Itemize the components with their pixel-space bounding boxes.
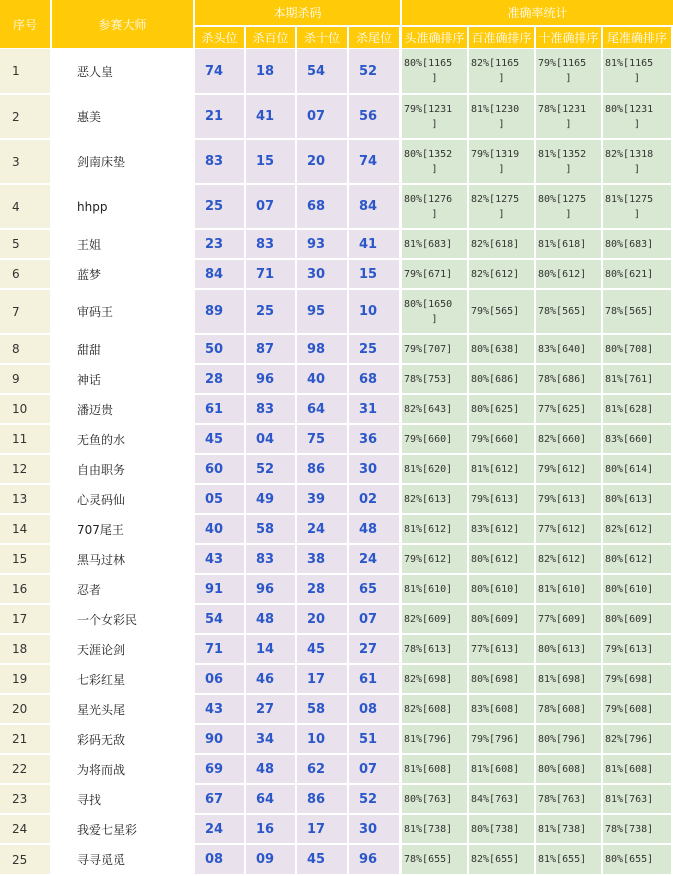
row-index: 25 [0,845,50,874]
kill-value: 52 [349,49,399,93]
accuracy-value-line: 80%[1231 [605,103,654,115]
row-index: 14 [0,515,50,543]
accuracy-value: 83%[612] [469,515,534,543]
accuracy-value: 82%[609] [402,605,467,633]
row-master-name: 甜甜 [52,335,193,363]
accuracy-value: 79%[565] [469,290,534,333]
kill-value: 56 [349,95,399,138]
accuracy-value: 77%[612] [536,515,601,543]
kill-value: 08 [195,845,244,874]
accuracy-value: 80%[612] [536,260,601,288]
kill-value: 50 [195,335,244,363]
accuracy-value [469,185,534,228]
row-master-name: 七彩红星 [52,665,193,693]
row-index: 21 [0,725,50,753]
kill-value: 30 [297,260,347,288]
accuracy-value: 78%[655] [402,845,467,874]
kill-value: 36 [349,425,399,453]
row-index: 7 [0,290,50,333]
accuracy-value: 81%[761] [603,365,671,393]
accuracy-value-line: 82%[1318 [605,148,654,160]
kill-value: 41 [349,230,399,258]
row-index: 8 [0,335,50,363]
accuracy-value-line: 80%[1276 [404,193,453,205]
row-master-name: 无鱼的水 [52,425,193,453]
kill-value: 07 [297,95,347,138]
kill-value: 83 [246,395,295,423]
kill-value: 52 [349,785,399,813]
kill-value: 38 [297,545,347,573]
row-index: 4 [0,185,50,228]
row-index: 6 [0,260,50,288]
kill-value: 54 [297,49,347,93]
kill-value: 39 [297,485,347,513]
accuracy-value: 82%[618] [469,230,534,258]
accuracy-value: 80%[686] [469,365,534,393]
kill-value: 20 [297,140,347,183]
row-master-name: 恶人皇 [52,49,193,93]
row-master-name: 心灵码仙 [52,485,193,513]
kill-value: 27 [246,695,295,723]
row-index: 20 [0,695,50,723]
accuracy-value: 80%[614] [603,455,671,483]
accuracy-value-line: ] [565,73,572,84]
accuracy-value: 79%[613] [469,485,534,513]
row-index: 18 [0,635,50,663]
accuracy-value [402,185,467,228]
accuracy-value: 84%[763] [469,785,534,813]
kill-value: 74 [349,140,399,183]
row-index: 1 [0,49,50,93]
accuracy-value: 78%[686] [536,365,601,393]
accuracy-value [469,49,534,93]
row-master-name: 寻寻觅觅 [52,845,193,874]
header-kill-col: 杀尾位 [349,27,399,48]
header-acc-col: 十准确排序 [536,27,601,48]
accuracy-value: 83%[660] [603,425,671,453]
row-index: 23 [0,785,50,813]
row-index: 11 [0,425,50,453]
accuracy-value-line: 82%[1275 [471,193,520,205]
accuracy-value [469,140,534,183]
accuracy-value-line: 79%[1165 [538,58,587,69]
kill-value: 15 [349,260,399,288]
kill-value: 10 [297,725,347,753]
row-index: 13 [0,485,50,513]
accuracy-value [536,95,601,138]
accuracy-value: 80%[683] [603,230,671,258]
accuracy-value: 78%[763] [536,785,601,813]
kill-value: 05 [195,485,244,513]
accuracy-value: 80%[698] [469,665,534,693]
kill-value: 25 [246,290,295,333]
accuracy-value: 79%[660] [469,425,534,453]
accuracy-value: 79%[613] [603,635,671,663]
accuracy-value: 80%[796] [536,725,601,753]
kill-value: 98 [297,335,347,363]
kill-value: 49 [246,485,295,513]
accuracy-value: 81%[620] [402,455,467,483]
accuracy-value: 81%[796] [402,725,467,753]
kill-value: 65 [349,575,399,603]
kill-value: 20 [297,605,347,633]
kill-value: 64 [246,785,295,813]
accuracy-value: 82%[608] [402,695,467,723]
accuracy-value: 80%[655] [603,845,671,874]
kill-value: 69 [195,755,244,783]
accuracy-value: 80%[610] [603,575,671,603]
kill-value: 58 [297,695,347,723]
kill-value: 68 [297,185,347,228]
accuracy-value-line: ] [633,73,641,84]
accuracy-value [402,49,467,93]
header-acc-col: 百准确排序 [469,27,534,48]
accuracy-value: 79%[796] [469,725,534,753]
accuracy-value: 81%[738] [402,815,467,843]
kill-value: 18 [246,49,295,93]
accuracy-value: 81%[608] [469,755,534,783]
accuracy-value: 79%[698] [603,665,671,693]
accuracy-value: 77%[625] [536,395,601,423]
kill-value: 86 [297,785,347,813]
kill-value: 27 [349,635,399,663]
accuracy-value-line: 79%[1231 [404,103,453,115]
kill-value: 31 [349,395,399,423]
accuracy-value: 82%[612] [469,260,534,288]
accuracy-value-line: ] [431,163,438,175]
header-kill-col: 杀十位 [297,27,347,48]
kill-value: 95 [297,290,347,333]
row-index: 2 [0,95,50,138]
accuracy-value-line: ] [633,163,641,175]
kill-value: 75 [297,425,347,453]
kill-value: 08 [349,695,399,723]
accuracy-value: 82%[698] [402,665,467,693]
kill-value: 23 [195,230,244,258]
accuracy-value: 81%[610] [536,575,601,603]
accuracy-value-line: ] [498,73,505,84]
kill-value: 51 [349,725,399,753]
kill-value: 83 [246,545,295,573]
accuracy-value: 80%[738] [469,815,534,843]
accuracy-value: 77%[613] [469,635,534,663]
row-master-name: 707尾王 [52,515,193,543]
accuracy-value: 82%[796] [603,725,671,753]
kill-value: 48 [246,605,295,633]
kill-value: 61 [195,395,244,423]
kill-value: 07 [349,755,399,783]
accuracy-value: 79%[612] [536,455,601,483]
kill-value: 07 [246,185,295,228]
accuracy-value-line: ] [565,118,572,130]
accuracy-value: 81%[628] [603,395,671,423]
accuracy-value: 81%[655] [536,845,601,874]
row-master-name: 神话 [52,365,193,393]
kill-value: 30 [349,455,399,483]
kill-value: 84 [195,260,244,288]
kill-value: 46 [246,665,295,693]
row-master-name: 蓝梦 [52,260,193,288]
kill-value: 64 [297,395,347,423]
accuracy-value-line: 78%[1231 [538,103,587,115]
kill-value: 24 [195,815,244,843]
accuracy-value: 82%[612] [603,515,671,543]
header-kill-col: 杀百位 [246,27,295,48]
kill-value: 83 [195,140,244,183]
kill-value: 90 [195,725,244,753]
accuracy-value-line: 80%[1650 [404,298,453,310]
accuracy-value: 80%[621] [603,260,671,288]
row-master-name: 忍者 [52,575,193,603]
kill-value: 84 [349,185,399,228]
row-index: 9 [0,365,50,393]
accuracy-value-line: ] [565,208,572,220]
kill-value: 15 [246,140,295,183]
accuracy-value [402,290,467,333]
accuracy-value: 80%[613] [603,485,671,513]
accuracy-value: 80%[625] [469,395,534,423]
row-index: 3 [0,140,50,183]
kill-value: 10 [349,290,399,333]
kill-value: 96 [246,575,295,603]
row-master-name: 彩码无敌 [52,725,193,753]
accuracy-value: 80%[708] [603,335,671,363]
kill-value: 17 [297,815,347,843]
accuracy-value: 81%[612] [402,515,467,543]
kill-value: 28 [195,365,244,393]
accuracy-value: 80%[609] [469,605,534,633]
accuracy-value [536,140,601,183]
accuracy-value [402,140,467,183]
kill-value: 21 [195,95,244,138]
accuracy-value: 82%[643] [402,395,467,423]
accuracy-value-line: 80%[1352 [404,148,453,160]
accuracy-value: 79%[671] [402,260,467,288]
header-master: 参赛大师 [52,0,193,48]
accuracy-value-line: ] [633,118,641,130]
row-master-name: 寻找 [52,785,193,813]
row-master-name: 天涯论剑 [52,635,193,663]
kill-value: 61 [349,665,399,693]
accuracy-value-line: ] [633,208,641,220]
kill-value: 02 [349,485,399,513]
accuracy-value: 80%[613] [536,635,601,663]
row-master-name: 潘迈贵 [52,395,193,423]
kill-value: 52 [246,455,295,483]
kill-value: 14 [246,635,295,663]
kill-value: 09 [246,845,295,874]
kill-value: 74 [195,49,244,93]
row-master-name: 我爱七星彩 [52,815,193,843]
accuracy-value: 79%[660] [402,425,467,453]
kill-value: 62 [297,755,347,783]
row-index: 17 [0,605,50,633]
kill-value: 25 [195,185,244,228]
row-index: 5 [0,230,50,258]
accuracy-value [603,140,671,183]
accuracy-value: 81%[618] [536,230,601,258]
kill-value: 58 [246,515,295,543]
accuracy-value: 81%[698] [536,665,601,693]
accuracy-value: 81%[610] [402,575,467,603]
kill-value: 87 [246,335,295,363]
header-acc-col: 尾准确排序 [603,27,671,48]
kill-value: 24 [349,545,399,573]
header-current-kill: 本期杀码 [195,0,400,25]
kill-value: 30 [349,815,399,843]
accuracy-value: 79%[608] [603,695,671,723]
accuracy-value-line: ] [498,208,505,220]
row-master-name: 审码王 [52,290,193,333]
accuracy-value: 81%[608] [603,755,671,783]
accuracy-value: 78%[565] [603,290,671,333]
accuracy-value [603,95,671,138]
accuracy-value: 78%[608] [536,695,601,723]
accuracy-value-line: 81%[1275 [605,193,654,205]
row-master-name: 剑南床垫 [52,140,193,183]
header-acc-col: 头准确排序 [402,27,467,48]
kill-value: 89 [195,290,244,333]
row-master-name: 王姐 [52,230,193,258]
kill-value: 71 [246,260,295,288]
row-master-name: hhpp [52,185,193,228]
kill-value: 04 [246,425,295,453]
accuracy-value [469,95,534,138]
header-accuracy: 准确率统计 [402,0,673,25]
accuracy-value-line: 80%[1275 [538,193,587,205]
kill-value: 40 [195,515,244,543]
accuracy-value: 80%[763] [402,785,467,813]
kill-value: 41 [246,95,295,138]
header-kill-col: 杀头位 [195,27,244,48]
accuracy-value: 82%[660] [536,425,601,453]
accuracy-value: 80%[638] [469,335,534,363]
accuracy-value-line: 81%[1165 [605,58,654,69]
accuracy-value: 82%[655] [469,845,534,874]
accuracy-value-line: 80%[1165 [404,58,453,69]
accuracy-value: 78%[565] [536,290,601,333]
accuracy-value: 78%[613] [402,635,467,663]
row-master-name: 黑马过林 [52,545,193,573]
accuracy-value: 78%[738] [603,815,671,843]
accuracy-value-line: ] [431,313,438,325]
accuracy-value: 80%[609] [603,605,671,633]
kill-value: 60 [195,455,244,483]
kill-value: 40 [297,365,347,393]
row-index: 24 [0,815,50,843]
accuracy-value-line: 82%[1165 [471,58,520,69]
kill-value: 28 [297,575,347,603]
kill-value: 67 [195,785,244,813]
accuracy-value-line: ] [498,118,505,130]
row-master-name: 星光头尾 [52,695,193,723]
accuracy-value: 77%[609] [536,605,601,633]
accuracy-value: 79%[612] [402,545,467,573]
kill-value: 96 [246,365,295,393]
accuracy-value: 81%[763] [603,785,671,813]
row-index: 10 [0,395,50,423]
row-master-name: 为将而战 [52,755,193,783]
row-index: 16 [0,575,50,603]
row-index: 15 [0,545,50,573]
kill-value: 34 [246,725,295,753]
kill-value: 24 [297,515,347,543]
accuracy-value: 79%[707] [402,335,467,363]
kill-value: 86 [297,455,347,483]
kill-value: 54 [195,605,244,633]
kill-value: 45 [195,425,244,453]
accuracy-value [536,185,601,228]
kill-value: 71 [195,635,244,663]
accuracy-value [536,49,601,93]
kill-value: 43 [195,695,244,723]
kill-value: 93 [297,230,347,258]
kill-value: 17 [297,665,347,693]
accuracy-value-line: 79%[1319 [471,148,520,160]
accuracy-value: 83%[608] [469,695,534,723]
accuracy-value: 80%[608] [536,755,601,783]
kill-value: 25 [349,335,399,363]
accuracy-value: 80%[612] [603,545,671,573]
accuracy-value: 80%[612] [469,545,534,573]
row-master-name: 自由职务 [52,455,193,483]
accuracy-value-line: ] [431,118,438,130]
kill-value: 68 [349,365,399,393]
accuracy-value [603,185,671,228]
accuracy-value: 78%[753] [402,365,467,393]
kill-value: 48 [246,755,295,783]
accuracy-value: 80%[610] [469,575,534,603]
kill-value: 07 [349,605,399,633]
accuracy-value [603,49,671,93]
kill-value: 45 [297,845,347,874]
accuracy-value: 81%[738] [536,815,601,843]
row-master-name: 惠美 [52,95,193,138]
kill-value: 91 [195,575,244,603]
accuracy-value: 82%[613] [402,485,467,513]
accuracy-value: 83%[640] [536,335,601,363]
accuracy-value [402,95,467,138]
accuracy-value-line: 81%[1352 [538,148,587,160]
kill-value: 48 [349,515,399,543]
kill-value: 96 [349,845,399,874]
accuracy-value-line: 81%[1230 [471,103,520,115]
accuracy-value: 81%[612] [469,455,534,483]
kill-value: 83 [246,230,295,258]
row-index: 12 [0,455,50,483]
row-index: 22 [0,755,50,783]
accuracy-value-line: ] [431,73,438,84]
accuracy-value: 79%[613] [536,485,601,513]
accuracy-value-line: ] [431,208,438,220]
row-index: 19 [0,665,50,693]
kill-value: 43 [195,545,244,573]
kill-value: 16 [246,815,295,843]
accuracy-value: 82%[612] [536,545,601,573]
accuracy-value: 81%[608] [402,755,467,783]
accuracy-value-line: ] [565,163,572,175]
kill-value: 45 [297,635,347,663]
accuracy-value: 81%[683] [402,230,467,258]
kill-value: 06 [195,665,244,693]
header-seq: 序号 [0,0,50,48]
row-master-name: 一个女彩民 [52,605,193,633]
accuracy-value-line: ] [498,163,505,175]
